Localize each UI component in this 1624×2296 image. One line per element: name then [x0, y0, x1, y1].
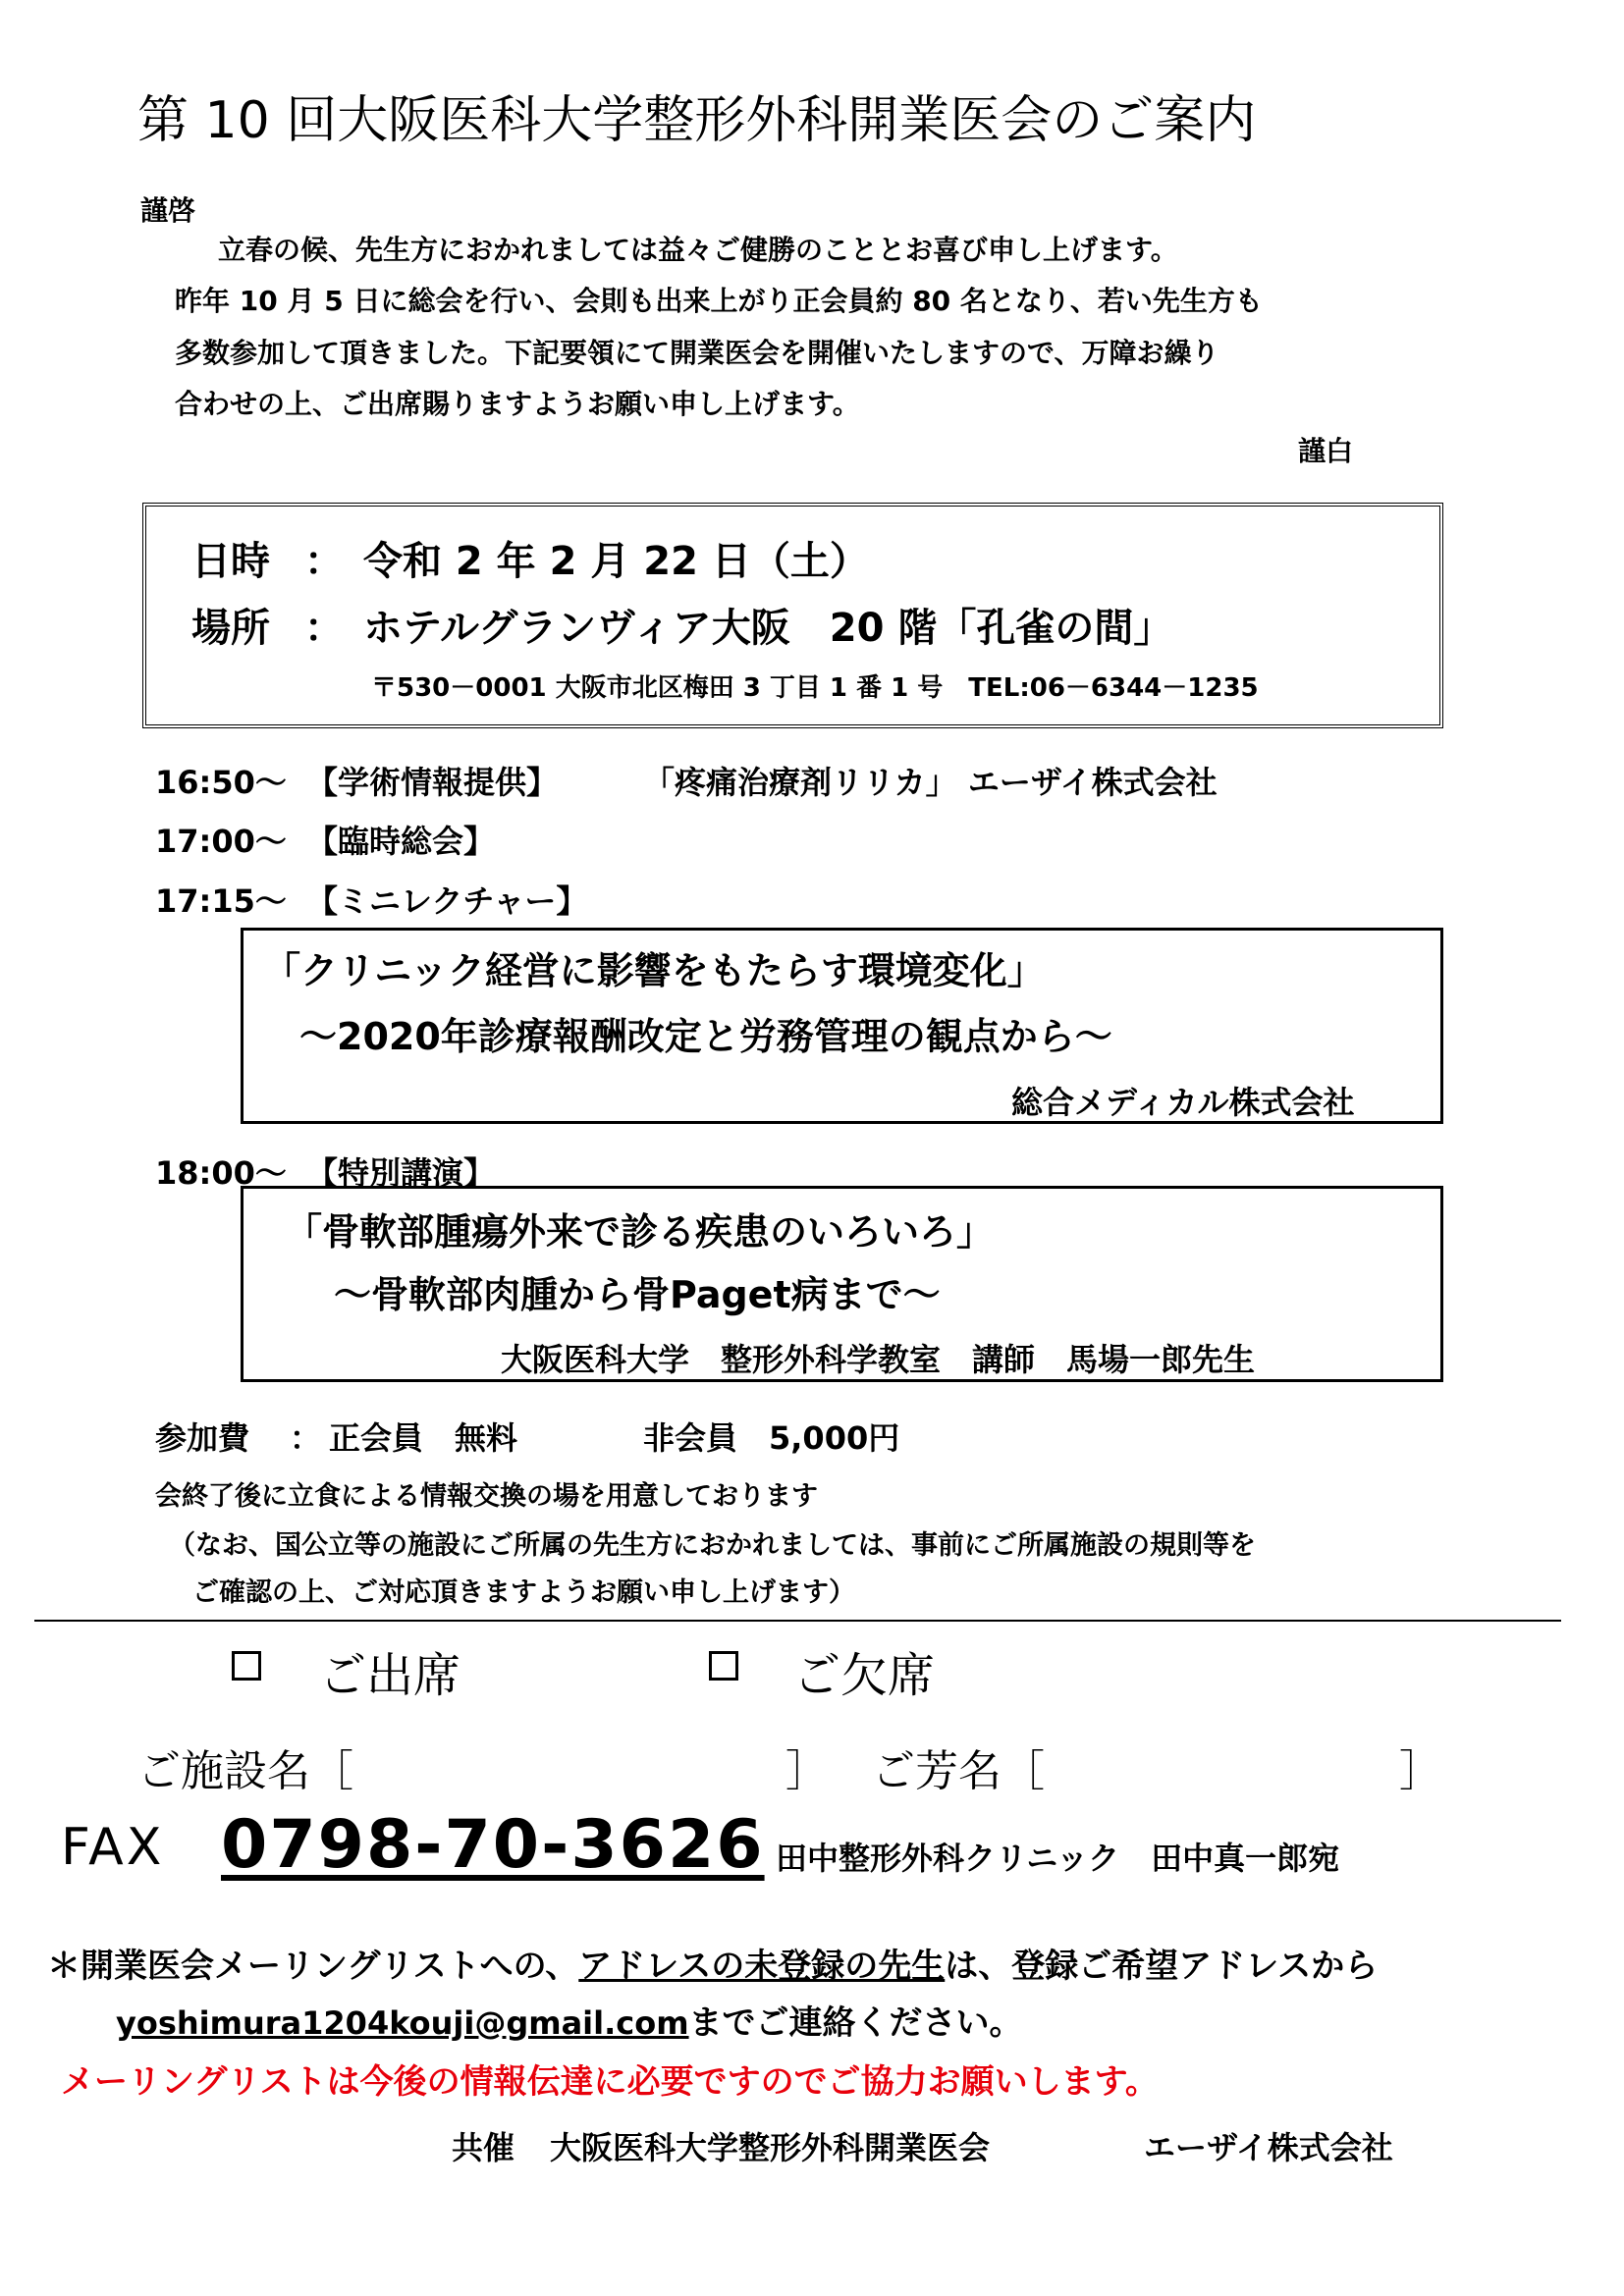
place-value: ホテルグランヴィア大阪 20 階「孔雀の間」 [363, 606, 1173, 651]
facility-input[interactable] [363, 1739, 776, 1789]
fee-member: 正会員 無料 [329, 1419, 518, 1457]
note-line: （なお、国公立等の施設にご所属の先生方におかれましては、事前にご所属施設の規則等を [169, 1530, 1256, 1561]
special-lecture-speaker: 大阪医科大学 整形外科学教室 講師 馬場一郎先生 [501, 1341, 1256, 1378]
schedule-label: 【ミニレクチャー】 [306, 882, 588, 920]
fee-label: 参加費 [155, 1419, 250, 1457]
schedule-time: 17:00～ [155, 823, 287, 860]
fax-label: FAX [61, 1818, 165, 1877]
fax-recipient: 田中整形外科クリニック 田中真一郎宛 [776, 1840, 1340, 1877]
event-address: 〒530－0001 大阪市北区梅田 3 丁目 1 番 1 号 TEL:06－6344－1235 [371, 673, 1259, 703]
mailing-notice [47, 1939, 1378, 1987]
divider [34, 1620, 1561, 1622]
note-line: ご確認の上、ご対応頂きますようお願い申し上げます） [192, 1577, 855, 1608]
schedule-label: 【特別講演】 [306, 1154, 496, 1192]
schedule-label: 【臨時総会】 [306, 823, 496, 860]
schedule-detail: 「疼痛治療剤リリカ」 エーザイ株式会社 [643, 764, 1218, 801]
place-label: 場所 [191, 606, 270, 651]
schedule-time: 16:50～ [155, 764, 287, 801]
facility-label: ご施設名［ [137, 1746, 353, 1796]
greeting-line: 合わせの上、ご出席賜りますようお願い申し上げます。 [175, 388, 860, 420]
sponsor-label: 共催 [452, 2129, 515, 2166]
special-lecture-subtitle: ～骨軟部肉腫から骨Paget病まで～ [334, 1273, 941, 1316]
schedule-time: 17:15～ [155, 882, 287, 920]
fee-nonmember: 非会員 5,000円 [643, 1419, 900, 1457]
email-line [116, 1996, 1023, 2044]
fee-colon: ： [290, 1419, 322, 1457]
date-label: 日時 [191, 539, 270, 584]
schedule-label: 【学術情報提供】 [306, 764, 559, 801]
fax-number: 0798-70-3626 [221, 1806, 765, 1884]
attend-label: ご出席 [319, 1648, 461, 1703]
facility-bracket-close: ］ [785, 1746, 829, 1796]
mailing-prefix: ＊開業医会メーリングリストへの、 [47, 1947, 579, 1986]
email-suffix: までご連絡ください。 [688, 2003, 1023, 2043]
greeting-line: 立春の候、先生方におかれましては益々ご健勝のこととお喜び申し上げます。 [218, 234, 1178, 266]
absent-label: ご欠席 [793, 1648, 936, 1703]
sponsor-org: エーザイ株式会社 [1144, 2129, 1393, 2166]
date-colon: ： [304, 539, 344, 584]
note-line: 会終了後に立食による情報交換の場を用意しております [155, 1481, 818, 1512]
mini-lecture-title: 「クリニック経営に影響をもたらす環境変化」 [263, 949, 1045, 992]
name-label: ご芳名［ [872, 1746, 1045, 1796]
greeting-closing: 謹白 [1298, 435, 1354, 467]
greeting-line: 多数参加して頂きました。下記要領にて開業医会を開催いたしますので、万障お繰り [175, 337, 1219, 369]
place-colon: ： [304, 606, 344, 651]
page-title: 第 10 回大阪医科大学整形外科開業医会のご案内 [137, 91, 1257, 150]
mini-lecture-subtitle: ～2020年診療報酬改定と労務管理の観点から～ [299, 1015, 1112, 1058]
attend-checkbox[interactable] [232, 1651, 261, 1681]
schedule-time: 18:00～ [155, 1154, 287, 1192]
mailing-suffix: は、登録ご希望アドレスから [945, 1947, 1379, 1986]
name-bracket-close: ］ [1399, 1746, 1442, 1796]
mailing-request: メーリングリストは今後の情報伝達に必要ですのでご協力お願いします。 [61, 2062, 1159, 2102]
greeting-line: 昨年 10 月 5 日に総会を行い、会則も出来上がり正会員約 80 名となり、若い先生方も [175, 285, 1263, 317]
mailing-underlined: アドレスの未登録の先生 [578, 1947, 946, 1986]
absent-checkbox[interactable] [709, 1651, 738, 1681]
mini-lecture-speaker: 総合メディカル株式会社 [1011, 1084, 1355, 1121]
greeting-opening: 謹啓 [140, 194, 196, 227]
date-value: 令和 2 年 2 月 22 日（土） [363, 539, 869, 584]
sponsor-org: 大阪医科大学整形外科開業医会 [550, 2129, 991, 2166]
name-input[interactable] [1053, 1739, 1391, 1789]
contact-email-link[interactable]: yoshimura1204kouji@gmail.com [116, 2004, 689, 2042]
special-lecture-title: 「骨軟部腫瘍外来で診る疾患のいろいろ」 [285, 1210, 995, 1254]
